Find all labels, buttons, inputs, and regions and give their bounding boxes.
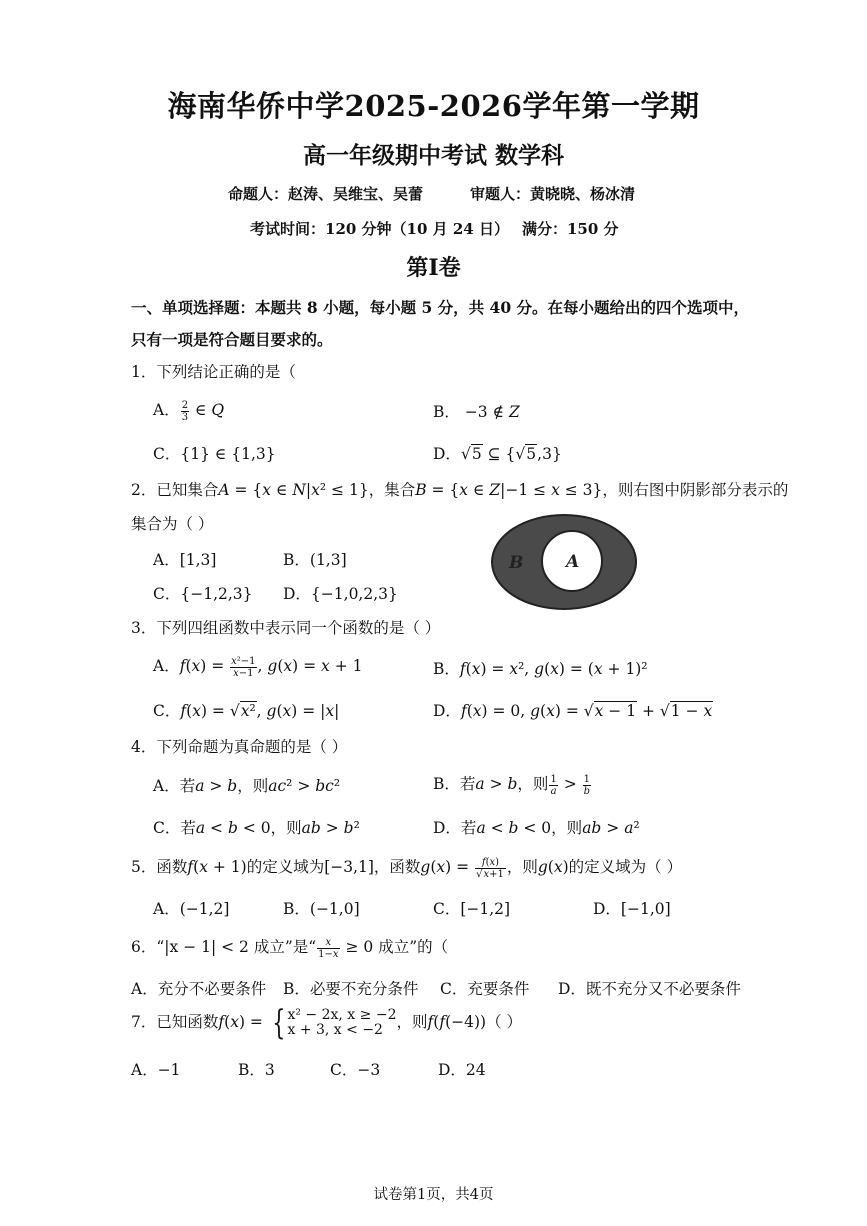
reviewers: 审题人：黄晓晓、杨冰清 bbox=[470, 185, 636, 203]
venn-label-a: A bbox=[566, 552, 580, 572]
stem-part: ，则 bbox=[506, 858, 538, 876]
option-label: A． bbox=[153, 401, 180, 419]
venn-diagram bbox=[490, 512, 640, 612]
stem-part: ，则 bbox=[396, 1013, 428, 1031]
q6-stem bbox=[131, 935, 448, 960]
q6-option-c: C．充要条件 bbox=[440, 980, 530, 998]
stem-part: 的定义域为[−3,1]，函数 bbox=[246, 858, 421, 876]
stem-part: ≥ 0 成立”的（ bbox=[340, 938, 449, 956]
q2-option-d: D．{−1,0,2,3} bbox=[283, 585, 398, 603]
q2-option-b: B．(1,3] bbox=[283, 551, 347, 569]
section-intro-line1: 一、单项选择题：本题共 8 小题，每小题 5 分，共 40 分。在每小题给出的四个选项中， bbox=[131, 298, 750, 317]
option-label: A．若 bbox=[153, 777, 196, 795]
stem-part: 5．函数 bbox=[131, 858, 188, 876]
then-word: ，则 bbox=[237, 777, 269, 795]
q7-option-b: B．3 bbox=[238, 1061, 275, 1079]
brace-symbol: { bbox=[272, 1003, 286, 1043]
section-intro-line2: 只有一项是符合题目要求的。 bbox=[131, 330, 333, 349]
fraction: $\frac{1}{a}$ bbox=[550, 773, 557, 797]
option-label: B．若 bbox=[433, 775, 476, 793]
stem-part: （ ） bbox=[486, 1013, 522, 1031]
stem-part: ，则右图中阴影部分表示的 bbox=[602, 481, 789, 499]
q4-stem: 4．下列命题为真命题的是（ ） bbox=[131, 738, 348, 756]
q7-stem: 7．已知函数f(x) = { x² − 2x, x ≥ −2 x + 3, x < −2 ，则f(f(−4))（ ） bbox=[131, 1003, 522, 1043]
section-title: 第Ⅰ卷 bbox=[406, 255, 461, 281]
q3-option-a: A．f(x) = $\frac{\text{x²−1}}{x-1}$ , g(x) = x + 1 bbox=[153, 655, 363, 679]
q1-option-b bbox=[433, 400, 520, 422]
q4-option-b: B．若a > b，则 $\frac{1}{a}$ > $\frac{1}{b}$ bbox=[433, 773, 591, 797]
case-1: x² − 2x, x ≥ −2 bbox=[287, 1007, 397, 1023]
q6-option-a: A．充分不必要条件 bbox=[131, 980, 267, 998]
fraction: $\frac{f(x)}{√x+1}$ bbox=[476, 856, 504, 880]
exam-time: 考试时间：120 分钟（10 月 24 日） bbox=[250, 220, 509, 238]
stem-part: ，集合 bbox=[368, 481, 416, 499]
fraction: $\frac{x}{1-x}$ bbox=[318, 936, 339, 960]
case-2: x + 3, x < −2 bbox=[287, 1022, 383, 1038]
q3-option-b: B．f(x) = x², g(x) = (x + 1)² bbox=[433, 660, 648, 678]
q2-stem-line1: 2．已知集合A = {x ∈ N|x² ≤ 1}，集合B = {x ∈ Z|−1 ≤ x ≤ 3}，则右图中阴影部分表示的 bbox=[131, 481, 789, 499]
q6-option-b: B．必要不充分条件 bbox=[283, 980, 419, 998]
q1-option-a: A． $\frac{2}{3}$ ∈ Q bbox=[153, 399, 225, 423]
q4-option-c: C．若a < b < 0，则ab > b² bbox=[153, 819, 360, 837]
q1-option-d: D．√5 ⊆ {√5,3} bbox=[433, 445, 562, 463]
q1-stem: 1．下列结论正确的是（ bbox=[131, 363, 296, 381]
then-word: ，则 bbox=[517, 775, 549, 793]
q2-option-a: A．[1,3] bbox=[153, 551, 217, 569]
authors: 命题人：赵涛、吴维宝、吴蕾 bbox=[228, 185, 424, 203]
q3-option-c: C．f(x) = √x², g(x) = |x| bbox=[153, 702, 340, 720]
exam-title: 海南华侨中学2025-2026学年第一学期 bbox=[167, 89, 700, 123]
piecewise-cases bbox=[287, 1008, 396, 1038]
then-word: ，则 bbox=[551, 819, 583, 837]
option-label: D．若 bbox=[433, 819, 477, 837]
option-text: B． −3 ∉ bbox=[433, 403, 509, 421]
then-word: ，则 bbox=[270, 819, 302, 837]
option-label: D． bbox=[433, 445, 461, 463]
stem-part: 2．已知集合 bbox=[131, 481, 219, 499]
q2-stem-line2: 集合为（ ） bbox=[131, 515, 214, 533]
q5-option-d: D．[−1,0] bbox=[593, 900, 671, 918]
page-footer: 试卷第1页，共4页 bbox=[373, 1187, 494, 1203]
option-label: C． bbox=[153, 702, 181, 720]
option-label: B． bbox=[433, 660, 460, 678]
q7-option-c: C．−3 bbox=[330, 1061, 381, 1079]
q2-option-c: C．{−1,2,3} bbox=[153, 585, 253, 603]
option-label: C．若 bbox=[153, 819, 196, 837]
q3-option-d: D．f(x) = 0, g(x) = √x − 1 + √1 − x bbox=[433, 702, 713, 720]
fraction: $\frac{1}{b}$ bbox=[583, 773, 591, 797]
stem-part: 的定义域为（ ） bbox=[568, 858, 683, 876]
fraction: $\frac{\text{x²−1}}{x-1}$ bbox=[231, 655, 256, 679]
q3-stem: 3．下列四组函数中表示同一个函数的是（ ） bbox=[131, 619, 441, 637]
stem-part: 7．已知函数 bbox=[131, 1013, 219, 1031]
q7-option-d: D．24 bbox=[438, 1061, 486, 1079]
q7-option-a: A．−1 bbox=[131, 1061, 181, 1079]
option-label: D． bbox=[433, 702, 461, 720]
q5-option-c: C．[−1,2] bbox=[433, 900, 511, 918]
q5-stem: 5．函数f(x + 1)的定义域为[−3,1]，函数g(x) = $\frac{f(x)}{√x+1}$ ，则g(x)的定义域为（ ） bbox=[131, 856, 683, 880]
set-symbol: Z bbox=[509, 403, 520, 421]
option-label: A． bbox=[153, 657, 180, 675]
stem-part: 6．“ bbox=[131, 938, 165, 956]
q5-option-a: A．(−1,2] bbox=[153, 900, 230, 918]
stem-part: |x − 1| < 2 成立”是“ bbox=[164, 938, 317, 956]
fraction: $\frac{2}{3}$ bbox=[181, 399, 189, 423]
exam-subtitle: 高一年级期中考试 数学科 bbox=[302, 142, 564, 169]
q4-option-d: D．若a < b < 0，则ab > a² bbox=[433, 819, 640, 837]
q6-option-d: D．既不充分又不必要条件 bbox=[558, 980, 741, 998]
q1-option-c: C．{1} ∈ {1,3} bbox=[153, 445, 276, 463]
q5-option-b: B．(−1,0] bbox=[283, 900, 360, 918]
venn-label-b: B bbox=[509, 553, 524, 573]
full-score: 满分：150 分 bbox=[522, 220, 619, 238]
q4-option-a: A．若a > b，则ac² > bc² bbox=[153, 777, 341, 795]
